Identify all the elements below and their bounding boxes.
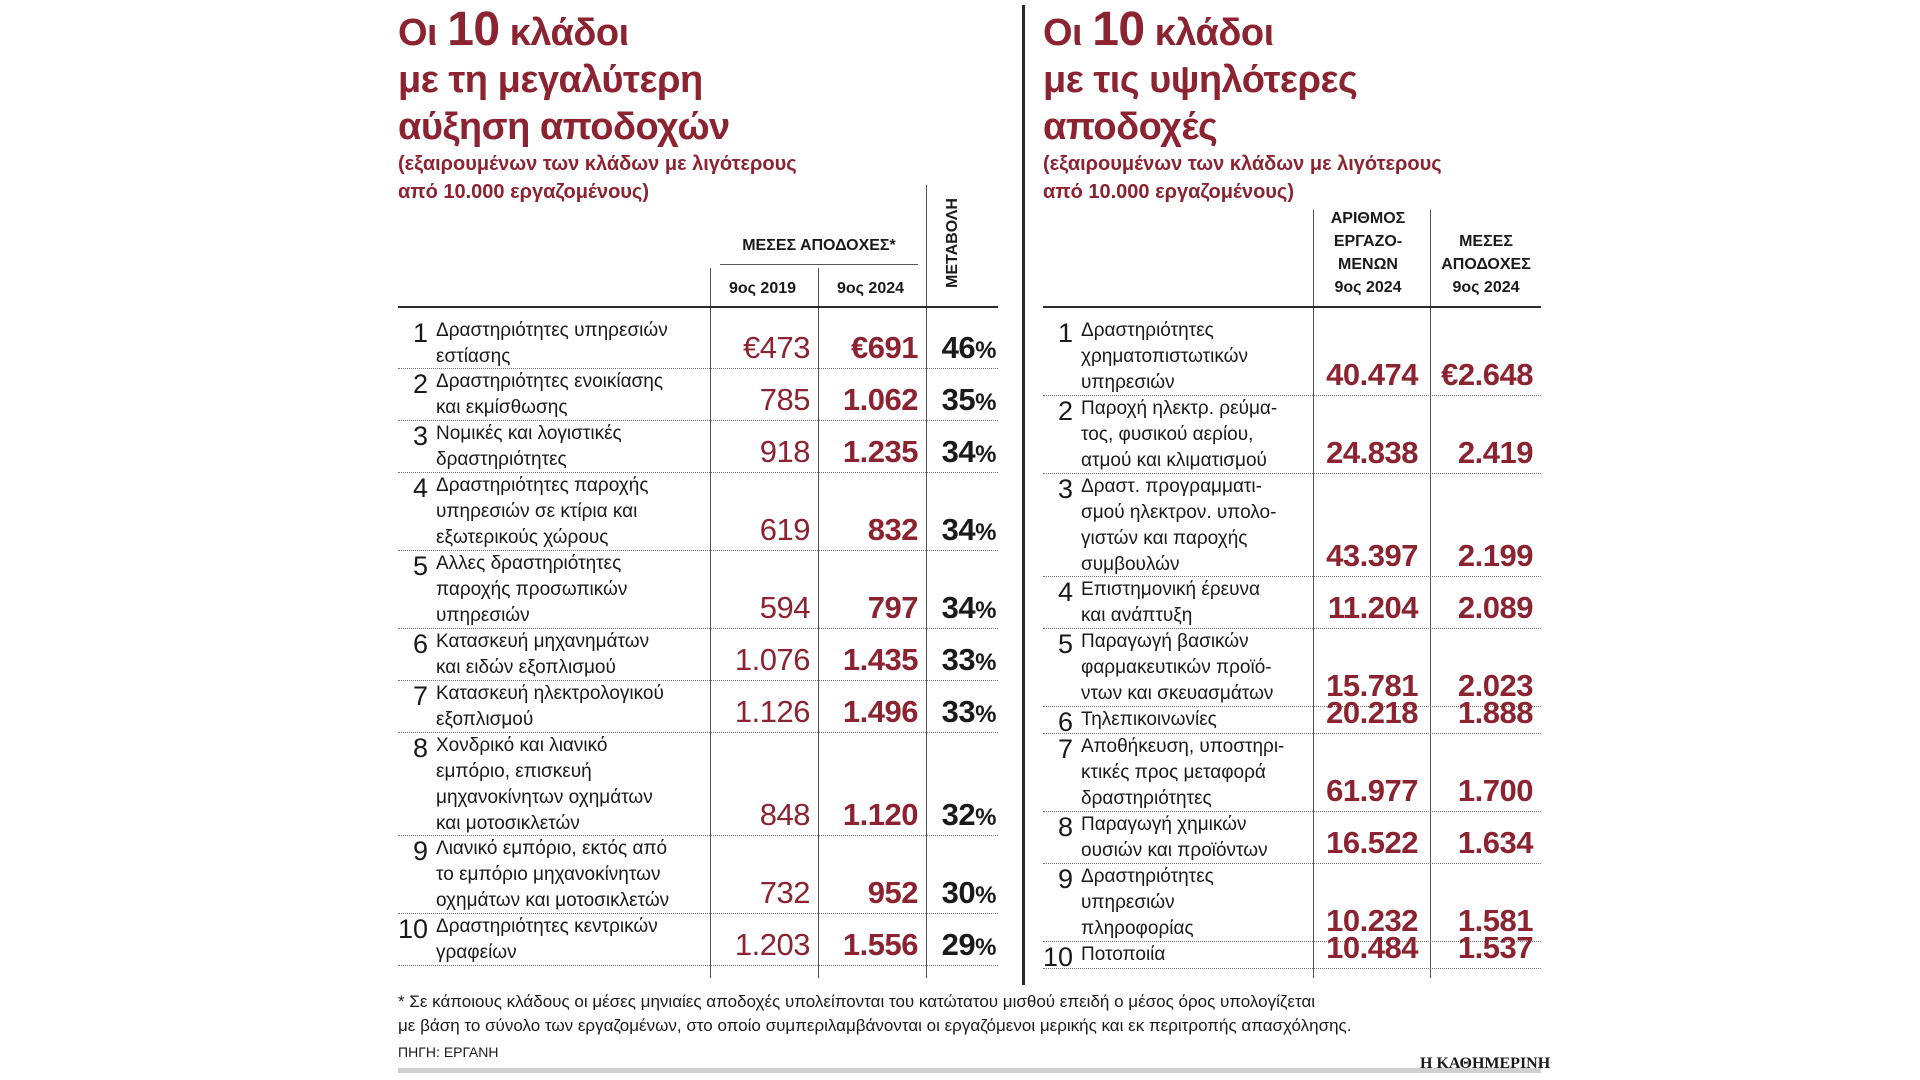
- left-subtitle: [398, 150, 797, 206]
- footnote-line1: * Σε κάποιους κλάδους οι μέσες μηνιαίες αποδοχές υπολείπονται του κατώτατου μισθού επειδή ο μέσος όρος υπολογίζεται: [398, 992, 1316, 1011]
- left-title-pre: Οι: [398, 12, 448, 54]
- rank-number: 2: [1057, 396, 1073, 426]
- change-value: [926, 797, 996, 833]
- percent-sign: %: [975, 597, 996, 624]
- wage-2019: 619: [759, 512, 810, 547]
- table-row: [398, 733, 998, 836]
- wage-2019: 918: [759, 434, 810, 469]
- employees-count: 15.781: [1326, 668, 1418, 703]
- table-row: [398, 473, 998, 551]
- change-number: 34: [941, 434, 976, 469]
- right-col-employees: ΑΡΙΘΜΟΣ ΕΡΓΑΖΟ- ΜΕΝΩΝ 9ος 2024: [1330, 210, 1406, 296]
- right-title-line2: με τις υψηλότερες: [1043, 59, 1358, 101]
- percent-sign: %: [975, 337, 996, 364]
- right-header-sep-1: [1313, 210, 1314, 312]
- wage-2024: 1.120: [842, 797, 918, 832]
- right-col-sep-2: [1430, 310, 1431, 978]
- average-wage: 2.023: [1457, 668, 1533, 703]
- table-row: [1043, 474, 1541, 577]
- employees-count: 20.218: [1326, 695, 1418, 730]
- sector-name: Ποτοποιία: [1081, 944, 1166, 965]
- rank-number: 6: [412, 629, 428, 659]
- sector-name: Δραστηριότητες υπηρεσιών πληροφορίας: [1081, 866, 1214, 939]
- sector-name: Χονδρικό και λιανικό εμπόριο, επισκευή μηχανοκίνητων οχημάτων και μοτοσικλετών: [436, 735, 653, 834]
- right-title: [1043, 3, 1358, 151]
- wage-2024: 1.435: [842, 642, 918, 677]
- wage-2024: 832: [867, 512, 918, 547]
- left-title: [398, 3, 730, 151]
- change-value: [926, 330, 996, 366]
- left-title-number: 10: [447, 3, 500, 56]
- wage-2024: 1.556: [842, 927, 918, 962]
- sector-name: Παραγωγή βασικών φαρμακευτικών προϊό- ντων και σκευασμάτων: [1081, 631, 1274, 704]
- right-header-rule: [1043, 306, 1541, 308]
- rank-number: 10: [1043, 942, 1074, 972]
- left-title-line3: αύξηση αποδοχών: [398, 106, 730, 148]
- footnote: [398, 990, 1558, 1038]
- wage-2024: 797: [867, 590, 918, 625]
- employees-count: 10.232: [1326, 903, 1418, 938]
- average-wage: 1.634: [1457, 825, 1533, 860]
- average-wage: 2.419: [1457, 435, 1533, 470]
- left-col-change: ΜΕΤΑΒΟΛΗ: [944, 198, 961, 288]
- percent-sign: %: [975, 649, 996, 676]
- change-number: 46: [941, 330, 976, 365]
- rank-number: 7: [412, 681, 428, 711]
- rank-number: 1: [412, 318, 428, 348]
- wage-2019: 1.203: [734, 927, 810, 962]
- sector-name: Επιστημονική έρευνα και ανάπτυξη: [1081, 579, 1261, 626]
- table-row: [398, 421, 998, 473]
- change-number: 32: [941, 797, 976, 832]
- right-col-sep-1: [1313, 310, 1314, 978]
- sector-name: Παροχή ηλεκτρ. ρεύμα- τος, φυσικού αερίου, ατμού και κλιματισμού: [1081, 398, 1278, 471]
- percent-sign: %: [975, 882, 996, 909]
- rank-number: 7: [1057, 734, 1073, 764]
- change-value: [926, 434, 996, 470]
- right-subtitle: [1043, 150, 1442, 206]
- left-header-rule: [398, 306, 998, 308]
- wage-2019: 732: [759, 875, 810, 910]
- wage-2019: 1.076: [734, 642, 810, 677]
- average-wage: 1.581: [1457, 903, 1533, 938]
- left-header-sep-3: [926, 185, 927, 312]
- panel-divider: [1022, 5, 1025, 985]
- wage-2019: €473: [743, 330, 810, 365]
- percent-sign: %: [975, 389, 996, 416]
- rank-number: 3: [412, 421, 428, 451]
- left-group-header: ΜΕΣΕΣ ΑΠΟΔΟΧΕΣ*: [742, 237, 896, 254]
- average-wage: 1.700: [1457, 773, 1533, 808]
- change-value: [926, 875, 996, 911]
- wage-2019: 1.126: [734, 694, 810, 729]
- change-value: [926, 642, 996, 678]
- right-title-number: 10: [1092, 3, 1145, 56]
- left-subtitle-line2: από 10.000 εργαζομένους): [398, 181, 649, 203]
- sector-name: Κατασκευή μηχανημάτων και ειδών εξοπλισμού: [436, 631, 650, 678]
- left-col-2024: 9ος 2024: [836, 280, 905, 297]
- table-row: [1043, 930, 1541, 972]
- sector-name: Δραστ. προγραμματι- σμού ηλεκτρον. υπολο- γιστών και παροχής συμβουλών: [1081, 476, 1277, 575]
- change-value: [926, 382, 996, 418]
- average-wage: 1.537: [1457, 930, 1533, 965]
- wage-2024: 952: [867, 875, 918, 910]
- publisher-logo: Η ΚΑΘΗΜΕΡΙΝΗ: [1420, 1055, 1551, 1072]
- percent-sign: %: [975, 519, 996, 546]
- change-number: 29: [941, 927, 976, 962]
- change-number: 33: [941, 642, 976, 677]
- sector-name: Δραστηριότητες παροχής υπηρεσιών σε κτίρια και εξωτερικούς χώρους: [436, 475, 649, 548]
- employees-count: 16.522: [1326, 825, 1418, 860]
- change-number: 34: [941, 590, 976, 625]
- percent-sign: %: [975, 804, 996, 831]
- rank-number: 1: [1057, 318, 1073, 348]
- left-title-rest: κλάδοι: [499, 12, 629, 54]
- wage-2024: 1.235: [842, 434, 918, 469]
- right-title-line3: αποδοχές: [1043, 106, 1218, 148]
- rank-number: 2: [412, 369, 428, 399]
- sector-name: Λιανικό εμπόριο, εκτός από το εμπόριο μηχανοκίνητων οχημάτων και μοτοσικλετών: [436, 838, 670, 911]
- employees-count: 10.484: [1326, 930, 1418, 965]
- left-col-sep-3: [926, 310, 927, 978]
- change-value: [926, 694, 996, 730]
- left-col-sep-2: [818, 310, 819, 978]
- average-wage: 1.888: [1457, 695, 1533, 730]
- employees-count: 43.397: [1326, 538, 1418, 573]
- left-group-header-rule: [720, 264, 918, 265]
- sector-name: Δραστηριότητες χρηματοπιστωτικών υπηρεσιών: [1081, 320, 1249, 393]
- rank-number: 9: [412, 836, 428, 866]
- sector-name: Δραστηριότητες κεντρικών γραφείων: [436, 916, 658, 963]
- right-title-rest: κλάδοι: [1144, 12, 1274, 54]
- percent-sign: %: [975, 701, 996, 728]
- table-row: [398, 369, 998, 421]
- change-value: [926, 927, 996, 963]
- left-title-line2: με τη μεγαλύτερη: [398, 59, 703, 101]
- wage-2024: 1.496: [842, 694, 918, 729]
- bottom-bar: [398, 1068, 1541, 1073]
- right-title-pre: Οι: [1043, 12, 1093, 54]
- rank-number: 8: [1057, 812, 1073, 842]
- sector-name: Τηλεπικοινωνίες: [1081, 709, 1217, 730]
- rank-number: 5: [412, 551, 428, 581]
- percent-sign: %: [975, 441, 996, 468]
- rank-number: 5: [1057, 629, 1073, 659]
- table-row: [398, 836, 998, 914]
- right-header-sep-2: [1430, 210, 1431, 312]
- sector-name: Παραγωγή χημικών ουσιών και προϊόντων: [1081, 814, 1268, 861]
- change-number: 33: [941, 694, 976, 729]
- table-row: [1043, 695, 1541, 737]
- sector-name: Δραστηριότητες ενοικίασης και εκμίσθωσης: [436, 371, 664, 418]
- left-col-2019: 9ος 2019: [728, 280, 797, 297]
- sector-name: Νομικές και λογιστικές δραστηριότητες: [436, 423, 622, 470]
- average-wage: €2.648: [1441, 357, 1533, 392]
- sector-name: Κατασκευή ηλεκτρολογικού εξοπλισμού: [436, 683, 664, 730]
- sector-name: Αλλες δραστηριότητες παροχής προσωπικών υπηρεσιών: [436, 553, 628, 626]
- table-row: [1043, 734, 1541, 812]
- table-row: [1043, 318, 1541, 396]
- table-row: [398, 629, 998, 681]
- rank-number: 10: [398, 914, 429, 944]
- table-row: [1043, 812, 1541, 864]
- rank-number: 8: [412, 733, 428, 763]
- table-row: [1043, 577, 1541, 629]
- left-subtitle-line1: (εξαιρουμένων των κλάδων με λιγότερους: [398, 153, 797, 175]
- table-row: [398, 318, 998, 369]
- average-wage: 2.199: [1457, 538, 1533, 573]
- sector-name: Δραστηριότητες υπηρεσιών εστίασης: [436, 320, 668, 367]
- percent-sign: %: [975, 934, 996, 961]
- table-row: [1043, 396, 1541, 474]
- rank-number: 6: [1057, 707, 1073, 737]
- employees-count: 61.977: [1326, 773, 1418, 808]
- table-row: [398, 914, 998, 966]
- rank-number: 9: [1057, 864, 1073, 894]
- wage-2024: €691: [851, 330, 918, 365]
- right-subtitle-line1: (εξαιρουμένων των κλάδων με λιγότερους: [1043, 153, 1442, 175]
- wage-2024: 1.062: [842, 382, 918, 417]
- rank-number: 4: [412, 473, 428, 503]
- rank-number: 4: [1057, 577, 1073, 607]
- employees-count: 40.474: [1326, 357, 1418, 392]
- right-subtitle-line2: από 10.000 εργαζομένους): [1043, 181, 1294, 203]
- table-row: [398, 551, 998, 629]
- footnote-line2: με βάση το σύνολο των εργαζομένων, στο οποίο συμπεριλαμβάνονται οι εργαζόμενοι μερικής και εκ περιτροπής απασχόλησης.: [398, 1016, 1352, 1035]
- left-col-sep-1: [710, 310, 711, 978]
- change-number: 35: [941, 382, 976, 417]
- source-label: ΠΗΓΗ: ΕΡΓΑΝΗ: [398, 1044, 499, 1060]
- rank-number: 3: [1057, 474, 1073, 504]
- change-number: 30: [941, 875, 976, 910]
- wage-2019: 848: [759, 797, 810, 832]
- wage-2019: 785: [759, 382, 810, 417]
- wage-2019: 594: [759, 590, 810, 625]
- right-col-wages: ΜΕΣΕΣ ΑΠΟΔΟΧΕΣ 9ος 2024: [1441, 233, 1531, 296]
- change-number: 34: [941, 512, 976, 547]
- change-value: [926, 590, 996, 626]
- employees-count: 24.838: [1326, 435, 1418, 470]
- sector-name: Αποθήκευση, υποστηρι- κτικές προς μεταφορά δραστηριότητες: [1081, 736, 1285, 809]
- change-value: [926, 512, 996, 548]
- average-wage: 2.089: [1457, 590, 1533, 625]
- table-row: [398, 681, 998, 733]
- employees-count: 11.204: [1327, 590, 1418, 625]
